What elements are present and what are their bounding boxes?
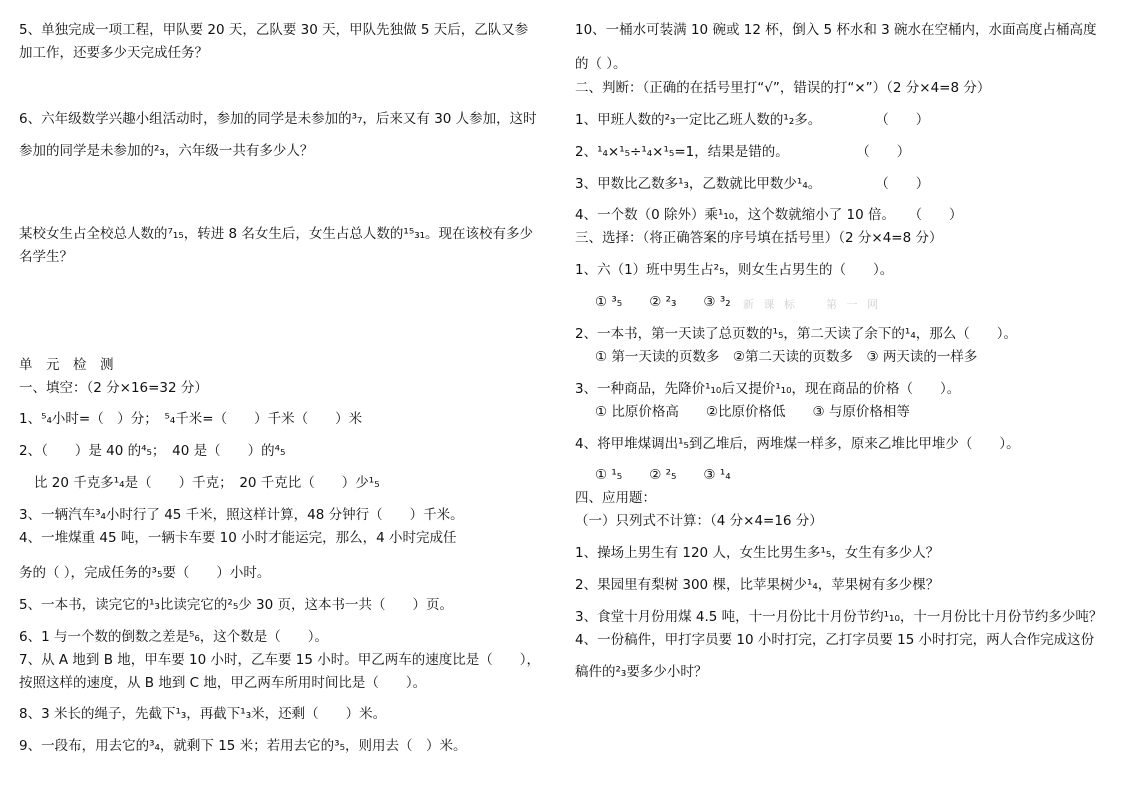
- judge-section-heading: 二、判断：（正确的在括号里打“√”，错误的打“×”）（2 分×4=8 分）: [575, 80, 991, 96]
- fill-question-4-line-2: 务的（ ），完成任务的³₅要（ ）小时。: [19, 565, 271, 581]
- choice-question-4: 4、将甲堆煤调出¹₅到乙堆后，两堆煤一样多，原来乙堆比甲堆少（ ）。: [575, 436, 1020, 452]
- application-section-heading: 四、应用题：: [575, 490, 656, 506]
- judge-question-1: 1、甲班人数的²₃一定比乙班人数的¹₂多。 （ ）: [575, 112, 930, 128]
- fill-question-4-line-1: 4、一堆煤重 45 吨，一辆卡车要 10 小时才能运完，那么，4 小时完成任: [19, 530, 457, 546]
- fill-question-8: 8、3 米长的绳子，先截下¹₃，再截下¹₃米，还剩（ ）米。: [19, 706, 387, 722]
- choice-question-3-options: ① 比原价格高 ②比原价格低 ③ 与原价格相等: [595, 404, 910, 420]
- choice-question-4-options: ① ¹₅ ② ²₅ ③ ¹₄: [595, 467, 731, 483]
- problem-5-line-1: 5、单独完成一项工程，甲队要 20 天，乙队要 30 天，甲队先独做 5 天后，乙队又参: [19, 22, 529, 38]
- fill-question-7-line-1: 7、从 A 地到 B 地，甲车要 10 小时，乙车要 15 小时。甲乙两车的速度比是（ ），: [19, 652, 541, 668]
- problem-7-line-1: 某校女生占全校总人数的⁷₁₅，转进 8 名女生后，女生占总人数的¹⁵₃₁。现在该校有多少: [19, 226, 534, 242]
- fill-question-9: 9、一段布，用去它的³₄，就剩下 15 米；若用去它的³₅，则用去（ ）米。: [19, 738, 467, 754]
- fill-question-2-line-2: 比 20 千克多¹₄是（ ）千克； 20 千克比（ ）少¹₅: [34, 475, 380, 491]
- fill-question-1: 1、⁵₄小时=（ ）分； ⁵₄千米=（ ）千米（ ）米: [19, 411, 363, 427]
- application-subsection-heading: （一）只列式不计算：（4 分×4=16 分）: [575, 513, 823, 529]
- problem-6-line-1: 6、六年级数学兴趣小组活动时，参加的同学是未参加的³₇，后来又有 30 人参加，这时: [19, 111, 537, 127]
- application-question-2: 2、果园里有梨树 300 棵，比苹果树少¹₄，苹果树有多少棵？: [575, 577, 940, 593]
- application-question-4-line-2: 稿件的²₃要多少小时？: [575, 664, 708, 680]
- fill-question-7-line-2: 按照这样的速度，从 B 地到 C 地，甲乙两车所用时间比是（ ）。: [19, 675, 427, 691]
- choice-question-2: 2、一本书，第一天读了总页数的¹₅，第二天读了余下的¹₄，那么（ ）。: [575, 326, 1017, 342]
- problem-5-line-2: 加工作，还要多少天完成任务？: [19, 45, 208, 61]
- watermark-text: 新 课 标 第 一 网: [743, 298, 881, 311]
- fill-question-2-line-1: 2、（ ）是 40 的⁴₅； 40 是（ ）的⁴₅: [19, 443, 286, 459]
- choice-section-heading: 三、选择：（将正确答案的序号填在括号里）（2 分×4=8 分）: [575, 230, 943, 246]
- judge-question-4: 4、一个数（0 除外）乘¹₁₀，这个数就缩小了 10 倍。 （ ）: [575, 207, 963, 223]
- application-question-1: 1、操场上男生有 120 人，女生比男生多¹₅，女生有多少人？: [575, 545, 940, 561]
- application-question-4-line-1: 4、一份稿件，甲打字员要 10 小时打完，乙打字员要 15 小时打完，两人合作完成这份: [575, 632, 1095, 648]
- choice-question-1-options: ① ³₅ ② ²₃ ③ ³₂: [595, 294, 731, 310]
- application-question-3: 3、食堂十月份用煤 4.5 吨，十一月份比十月份节约¹₁₀，十一月份比十月份节约多少吨？: [575, 609, 1103, 625]
- choice-question-2-options: ① 第一天读的页数多 ②第二天读的页数多 ③ 两天读的一样多: [595, 349, 978, 365]
- judge-question-3: 3、甲数比乙数多¹₃，乙数就比甲数少¹₄。 （ ）: [575, 176, 930, 192]
- fill-question-6: 6、1 与一个数的倒数之差是⁵₆，这个数是（ ）。: [19, 629, 329, 645]
- fill-question-3: 3、一辆汽车³₄小时行了 45 千米，照这样计算，48 分钟行（ ）千米。: [19, 507, 464, 523]
- fill-section-heading: 一、填空：（2 分×16=32 分）: [19, 380, 208, 396]
- choice-question-3: 3、一种商品，先降价¹₁₀后又提价¹₁₀，现在商品的价格（ ）。: [575, 381, 961, 397]
- choice-question-1: 1、六（1）班中男生占²₅，则女生占男生的（ ）。: [575, 262, 894, 278]
- unit-test-title: 单 元 检 测: [19, 357, 114, 373]
- fill-question-5: 5、一本书，读完它的¹₃比读完它的²₅少 30 页，这本书一共（ ）页。: [19, 597, 453, 613]
- problem-6-line-2: 参加的同学是未参加的²₃，六年级一共有多少人？: [19, 143, 314, 159]
- judge-question-2: 2、¹₄×¹₅÷¹₄×¹₅=1，结果是错的。 （ ）: [575, 144, 911, 160]
- fill-question-10-line-1: 10、一桶水可装满 10 碗或 12 杯，倒入 5 杯水和 3 碗水在空桶内，水面高度占桶高度: [575, 22, 1097, 38]
- problem-7-line-2: 名学生？: [19, 249, 73, 265]
- fill-question-10-line-2: 的（ ）。: [575, 56, 627, 72]
